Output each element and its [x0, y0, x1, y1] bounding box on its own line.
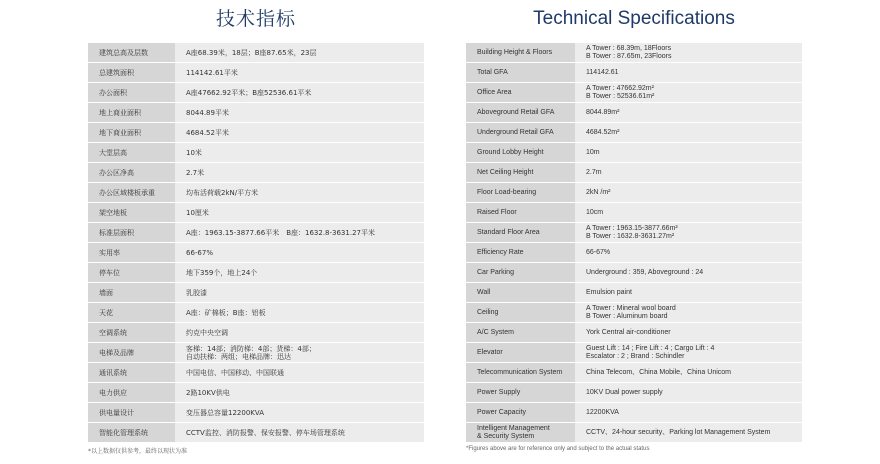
spec-row [466, 123, 802, 143]
spec-value [175, 303, 424, 323]
spec-label [466, 403, 575, 423]
spec-label: 大堂层高 [88, 143, 175, 163]
spec-value-line: Underground : 359, Aboveground : 24 [586, 268, 704, 276]
spec-row [88, 163, 424, 183]
spec-row [88, 423, 424, 443]
spec-row [88, 203, 424, 223]
spec-value [175, 363, 424, 383]
spec-value [175, 343, 424, 363]
spec-value [175, 163, 424, 183]
spec-label: 地上商业面积 [88, 103, 175, 123]
chinese-title: 技术指标 [215, 8, 296, 30]
spec-value [575, 283, 802, 303]
spec-row [466, 83, 802, 103]
chinese-footnote: *以上数据仅供参考，最终以现状为准 [88, 448, 188, 455]
spec-label-line: Raised Floor [477, 208, 517, 216]
spec-label: 天花 [88, 303, 175, 323]
spec-label-line: Ground Lobby Height [477, 148, 544, 156]
spec-label: 地下商业面积 [88, 123, 175, 143]
spec-row [466, 203, 802, 223]
spec-value [575, 323, 802, 343]
spec-row [88, 283, 424, 303]
spec-value [575, 163, 802, 183]
english-title: Technical Specifications [533, 8, 735, 29]
spec-value [575, 83, 802, 103]
spec-label [466, 363, 575, 383]
spec-value-line: A Tower : Mineral wool board [586, 304, 676, 312]
spec-label: 建筑总高及层数 [88, 43, 175, 63]
spec-label: 办公面积 [88, 83, 175, 103]
spec-label: 智能化管理系统 [88, 423, 175, 443]
spec-value-line: 66-67% [186, 248, 213, 257]
spec-value-line: A座：1963.15-3877.66平米 B座：1632.8-3631.27平米 [186, 228, 375, 237]
spec-label [466, 223, 575, 243]
spec-value-line: A Tower : 47662.92m² [586, 84, 654, 92]
spec-value-line: 10厘米 [186, 208, 209, 217]
spec-value-line: 4684.52m² [586, 128, 620, 136]
spec-value [575, 183, 802, 203]
spec-value [175, 403, 424, 423]
spec-value-line: CCTV、24-hour security、Parking lot Management System [586, 428, 771, 436]
spec-row [88, 263, 424, 283]
spec-label [466, 283, 575, 303]
spec-value-line: 114142.61 [586, 68, 619, 76]
spec-value-line: A座：矿棉板；B座：铝板 [186, 308, 266, 317]
spec-value-line: 10cm [586, 208, 604, 216]
spec-value [575, 143, 802, 163]
spec-row [466, 303, 802, 323]
spec-value [575, 123, 802, 143]
spec-label-line: Car Parking [477, 268, 514, 276]
spec-value [575, 103, 802, 123]
spec-value [575, 403, 802, 423]
spec-label: 总建筑面积 [88, 63, 175, 83]
spec-label [466, 123, 575, 143]
spec-value-line: 中国电信、中国移动、中国联通 [186, 368, 284, 377]
spec-row [88, 43, 424, 63]
spec-label [466, 103, 575, 123]
spec-label [466, 243, 575, 263]
spec-label-line: Underground Retail GFA [477, 128, 554, 136]
spec-row [466, 423, 802, 443]
spec-value-line: 自动扶梯：两组；电梯品牌：迅达 [186, 352, 291, 361]
spec-label: 空调系统 [88, 323, 175, 343]
spec-row [88, 103, 424, 123]
spec-row [466, 143, 802, 163]
spec-label-line: Floor Load-bearing [477, 188, 537, 196]
spec-label-line: A/C System [477, 328, 514, 336]
spec-row [466, 263, 802, 283]
spec-row [466, 363, 802, 383]
spec-value-line: B Tower : Aluminum board [586, 312, 668, 320]
spec-row [88, 143, 424, 163]
spec-row [88, 243, 424, 263]
spec-row [88, 183, 424, 203]
spec-row [88, 63, 424, 83]
spec-row [466, 383, 802, 403]
spec-label-line: Wall [477, 288, 491, 296]
spec-label-line: Building Height & Floors [477, 48, 553, 56]
spec-row [466, 43, 802, 63]
spec-label: 电梯及品牌 [88, 343, 175, 363]
spec-value-line: Guest Lift : 14 ; Fire Lift : 4 ; Cargo Lift : 4 [586, 344, 715, 352]
spec-label: 架空地板 [88, 203, 175, 223]
spec-value [175, 203, 424, 223]
spec-label: 供电量设计 [88, 403, 175, 423]
spec-row [466, 323, 802, 343]
spec-value-line: 均布活荷载2kN/平方米 [186, 188, 259, 197]
spec-value [175, 143, 424, 163]
spec-value [175, 123, 424, 143]
chinese-spec-table [88, 42, 424, 442]
spec-value-line: 8044.89平米 [186, 108, 229, 117]
spec-value-line: Emulsion paint [586, 288, 632, 296]
spec-row [466, 283, 802, 303]
spec-value-line: A Tower : 1963.15-3877.66m² [586, 224, 678, 232]
spec-value-line: 2.7米 [186, 168, 205, 177]
spec-value-line: A座68.39米，18层；B座87.65米，23层 [186, 48, 317, 57]
spec-value-line: 地下359个，地上24个 [186, 268, 258, 277]
spec-label [466, 423, 575, 443]
spec-value [175, 423, 424, 443]
spec-label: 停车位 [88, 263, 175, 283]
spec-value [575, 43, 802, 63]
spec-value-line: 10KV Dual power supply [586, 388, 663, 396]
english-spec-panel [466, 0, 802, 452]
spec-row [88, 323, 424, 343]
spec-value [175, 183, 424, 203]
spec-value [575, 303, 802, 323]
spec-label-line: Efficiency Rate [477, 248, 524, 256]
spec-row [466, 163, 802, 183]
spec-row [88, 303, 424, 323]
spec-value [575, 363, 802, 383]
spec-label [466, 163, 575, 183]
spec-row [88, 383, 424, 403]
spec-label [466, 303, 575, 323]
spec-label-line: Intelligent Management [477, 424, 550, 432]
spec-label [466, 63, 575, 83]
spec-label [466, 83, 575, 103]
spec-label [466, 183, 575, 203]
spec-value-line: B Tower : 52536.61m² [586, 92, 655, 100]
spec-row [466, 343, 802, 363]
spec-row [466, 223, 802, 243]
spec-label-line: Office Area [477, 88, 512, 96]
spec-value [175, 223, 424, 243]
spec-value-line: 2路10KV供电 [186, 388, 230, 397]
spec-value-line: A座47662.92平米；B座52536.61平米 [186, 88, 312, 97]
spec-label [466, 343, 575, 363]
spec-label [466, 43, 575, 63]
spec-value-line: China Telecom、China Mobile、China Unicom [586, 368, 731, 376]
spec-label: 电力供应 [88, 383, 175, 403]
spec-value-line: 66-67% [586, 248, 611, 256]
spec-label-line: Ceiling [477, 308, 499, 316]
spec-row [88, 343, 424, 363]
spec-row [88, 403, 424, 423]
spec-value-line: 客梯：14部；消防梯：4部；货梯：4部； [186, 344, 316, 353]
spec-value [175, 103, 424, 123]
spec-label-line: Aboveground Retail GFA [477, 108, 555, 116]
spec-label-line: & Security System [477, 432, 535, 440]
spec-value-line: 变压器总容量12200KVA [186, 408, 264, 417]
spec-row [88, 83, 424, 103]
spec-value [175, 43, 424, 63]
english-spec-table [466, 42, 802, 442]
spec-value-line: 2.7m [586, 168, 602, 176]
spec-row [88, 123, 424, 143]
spec-label: 实用率 [88, 243, 175, 263]
spec-label-line: Total GFA [477, 68, 508, 76]
spec-row [88, 363, 424, 383]
spec-value-line: 114142.61平米 [186, 68, 238, 77]
spec-value-line: 10米 [186, 148, 202, 157]
spec-label-line: Net Ceiling Height [477, 168, 534, 176]
spec-value-line: Escalator : 2 ; Brand : Schindler [586, 352, 685, 360]
spec-label-line: Telecommunication System [477, 368, 563, 376]
spec-value [575, 383, 802, 403]
spec-value-line: 10m [586, 148, 600, 156]
spec-value [175, 283, 424, 303]
spec-value [575, 263, 802, 283]
spec-row [466, 63, 802, 83]
spec-value-line: 约克中央空调 [186, 328, 228, 337]
spec-value [575, 203, 802, 223]
spec-value-line: 12200KVA [586, 408, 619, 416]
chinese-spec-panel [88, 0, 424, 455]
english-footnote: *Figures above are for reference only and subject to the actual status [466, 446, 650, 452]
spec-value [575, 423, 802, 443]
spec-row [88, 223, 424, 243]
spec-label-line: Elevator [477, 348, 503, 356]
spec-label: 标准层面积 [88, 223, 175, 243]
spec-label: 办公区净高 [88, 163, 175, 183]
spec-value-line: CCTV监控、消防报警、保安报警、停车场管理系统 [186, 428, 345, 437]
spec-row [466, 183, 802, 203]
spec-value [175, 63, 424, 83]
spec-value-line: 乳胶漆 [186, 288, 207, 297]
spec-value [175, 323, 424, 343]
spec-label [466, 143, 575, 163]
spec-label [466, 263, 575, 283]
spec-value [575, 343, 802, 363]
spec-label: 通讯系统 [88, 363, 175, 383]
spec-value-line: York Central air-conditioner [586, 328, 671, 336]
spec-label: 墙面 [88, 283, 175, 303]
spec-value-line: 8044.89m² [586, 108, 620, 116]
spec-value-line: 4684.52平米 [186, 128, 229, 137]
spec-row [466, 103, 802, 123]
spec-value [575, 243, 802, 263]
spec-value-line: B Tower : 1632.8-3631.27m² [586, 232, 675, 240]
spec-label-line: Power Supply [477, 388, 521, 396]
spec-value [175, 243, 424, 263]
spec-label [466, 323, 575, 343]
spec-value [175, 263, 424, 283]
spec-value [575, 63, 802, 83]
spec-value-line: B Tower : 87.65m, 23Floors [586, 52, 672, 60]
spec-label: 办公区域楼板承重 [88, 183, 175, 203]
spec-label-line: Standard Floor Area [477, 228, 540, 236]
spec-value [175, 383, 424, 403]
spec-value [175, 83, 424, 103]
spec-value [575, 223, 802, 243]
spec-label-line: Power Capacity [477, 408, 527, 416]
spec-label [466, 383, 575, 403]
spec-value-line: 2kN /m² [586, 188, 611, 196]
spec-row [466, 243, 802, 263]
spec-value-line: A Tower : 68.39m, 18Floors [586, 44, 672, 52]
spec-row [466, 403, 802, 423]
spec-label [466, 203, 575, 223]
